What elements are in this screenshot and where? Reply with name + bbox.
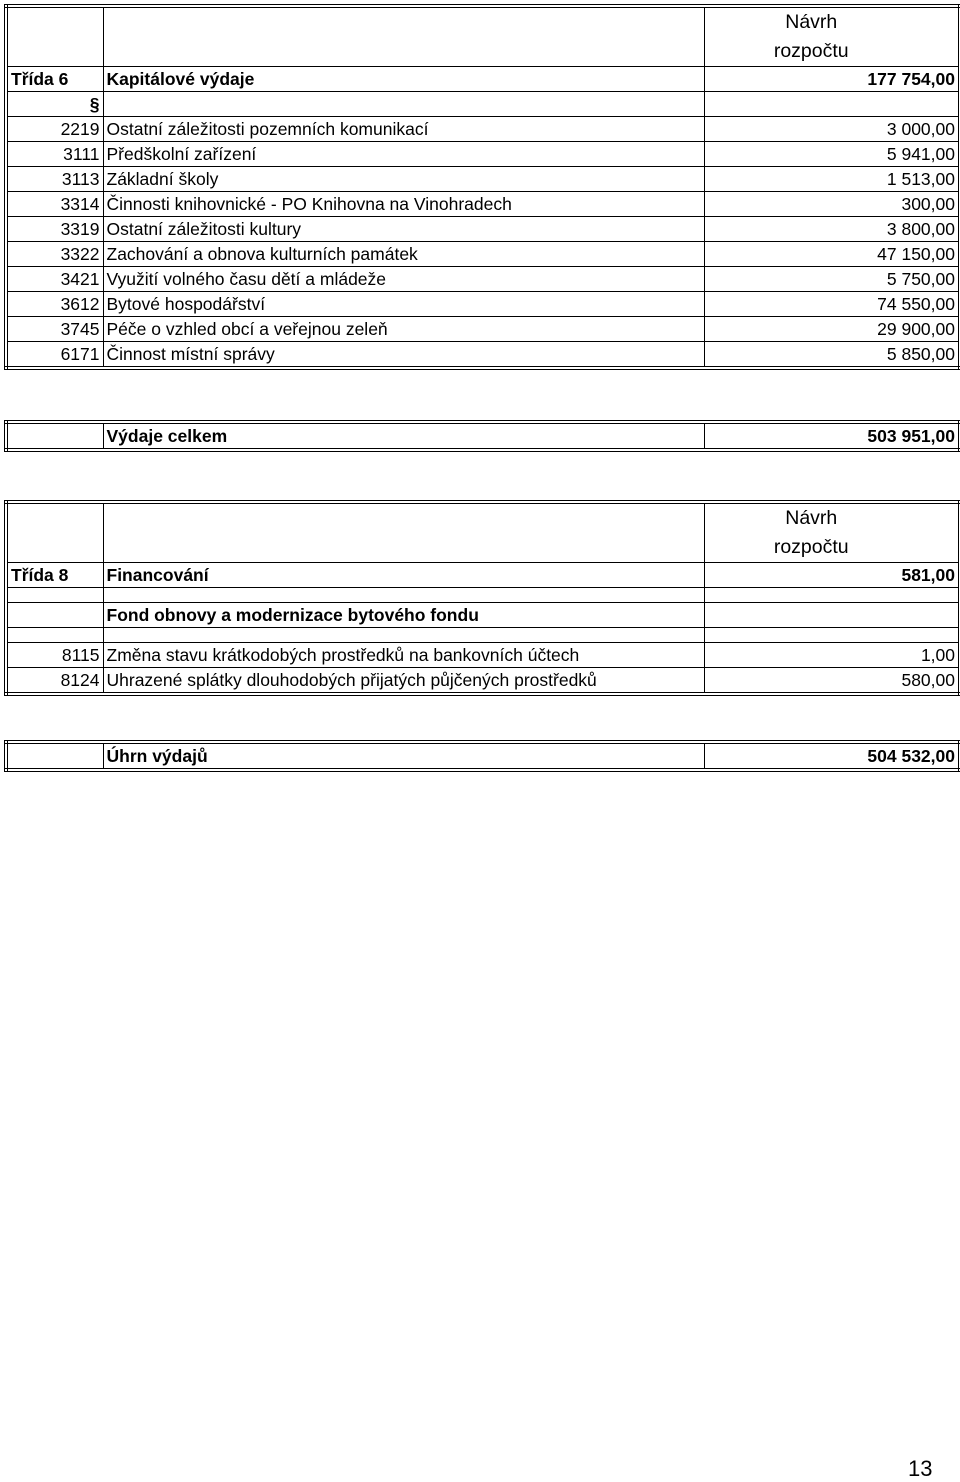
row-name: Základní školy — [103, 167, 704, 192]
section-symbol: § — [89, 94, 100, 114]
class-total: 581,00 — [704, 563, 960, 588]
row-amount: 3 000,00 — [704, 117, 960, 142]
row-code: 3314 — [6, 192, 103, 217]
row-name: Činnosti knihovnické - PO Knihovna na Vinohradech — [103, 192, 704, 217]
class-title: Kapitálové výdaje — [103, 67, 704, 92]
row-amount: 1 513,00 — [704, 167, 960, 192]
row-code: 3612 — [6, 292, 103, 317]
header-row — [6, 502, 960, 563]
row-amount: 5 750,00 — [704, 267, 960, 292]
spacer-row — [6, 628, 960, 643]
row-amount: 300,00 — [704, 192, 960, 217]
header-row — [6, 6, 960, 67]
row-code: 3319 — [6, 217, 103, 242]
row-name: Činnost místní správy — [103, 342, 704, 369]
row-amount: 5 850,00 — [704, 342, 960, 369]
row-name: Ostatní záležitosti pozemních komunikací — [103, 117, 704, 142]
table-row — [6, 167, 960, 192]
row-amount: 5 941,00 — [704, 142, 960, 167]
row-amount: 74 550,00 — [704, 292, 960, 317]
row-code: 3421 — [6, 267, 103, 292]
row-amount: 29 900,00 — [704, 317, 960, 342]
table-row — [6, 117, 960, 142]
row-name: Uhrazené splátky dlouhodobých přijatých půjčených prostředků — [103, 668, 704, 695]
table-row — [6, 317, 960, 342]
row-name: Změna stavu krátkodobých prostředků na bankovních účtech — [103, 643, 704, 668]
table-row — [6, 217, 960, 242]
table-row — [6, 142, 960, 167]
table-row — [6, 668, 960, 695]
class-label: Třída 8 — [6, 563, 103, 588]
row-amount: 580,00 — [704, 668, 960, 695]
row-amount: 1,00 — [704, 643, 960, 668]
spacer-row — [6, 588, 960, 603]
row-name: Využití volného času dětí a mládeže — [103, 267, 704, 292]
section-symbol-row — [6, 92, 960, 117]
fund-row — [6, 603, 960, 628]
class-label: Třída 6 — [6, 67, 103, 92]
class-title: Financování — [103, 563, 704, 588]
total-row — [6, 422, 960, 450]
capital-expenditure-table — [4, 4, 960, 370]
row-code: 6171 — [6, 342, 103, 369]
table-row — [6, 242, 960, 267]
row-code: 8124 — [6, 668, 103, 695]
table-row — [6, 192, 960, 217]
table-row — [6, 342, 960, 369]
table-row — [6, 643, 960, 668]
row-amount: 47 150,00 — [704, 242, 960, 267]
expenses-total-amount: 503 951,00 — [704, 422, 960, 450]
grand-total-amount: 504 532,00 — [704, 742, 960, 770]
budget-proposal-header: Návrh rozpočtu — [704, 6, 960, 67]
row-name: Péče o vzhled obcí a veřejnou zeleň — [103, 317, 704, 342]
financing-table — [4, 500, 960, 696]
class-row — [6, 67, 960, 92]
row-name: Předškolní zařízení — [103, 142, 704, 167]
grand-total-label: Úhrn výdajů — [103, 742, 704, 770]
row-amount: 3 800,00 — [704, 217, 960, 242]
expenses-total-label: Výdaje celkem — [103, 422, 704, 450]
table-row — [6, 267, 960, 292]
class-row — [6, 563, 960, 588]
class-total: 177 754,00 — [704, 67, 960, 92]
total-row — [6, 742, 960, 770]
table-row — [6, 292, 960, 317]
row-code: 8115 — [6, 643, 103, 668]
row-code: 3322 — [6, 242, 103, 267]
grand-total-table — [4, 740, 960, 772]
row-name: Zachování a obnova kulturních památek — [103, 242, 704, 267]
expenses-total-table — [4, 420, 960, 452]
row-code: 3113 — [6, 167, 103, 192]
page-number: 13 — [908, 1456, 933, 1481]
row-code: 3745 — [6, 317, 103, 342]
row-name: Bytové hospodářství — [103, 292, 704, 317]
row-code: 3111 — [6, 142, 103, 167]
fund-title: Fond obnovy a modernizace bytového fondu — [103, 603, 704, 628]
budget-proposal-header: Návrh rozpočtu — [704, 502, 960, 563]
row-name: Ostatní záležitosti kultury — [103, 217, 704, 242]
row-code: 2219 — [6, 117, 103, 142]
